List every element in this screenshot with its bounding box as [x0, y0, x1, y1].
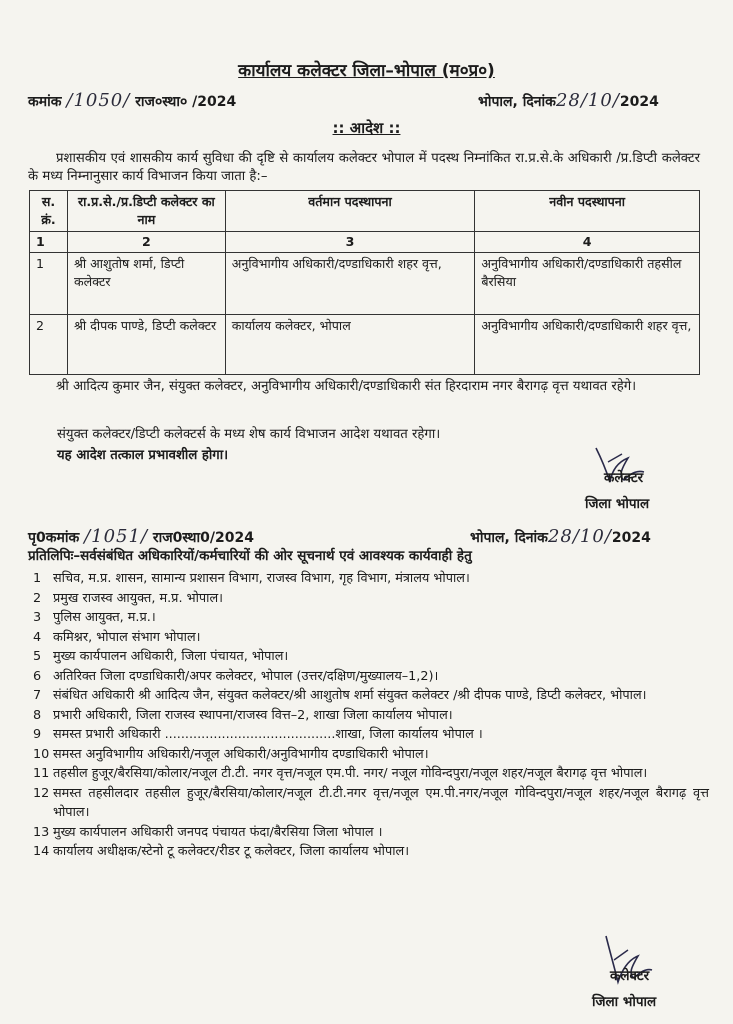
- list-item: 10 समस्त अनुविभागीय अधिकारी/नजूल अधिकारी/अनुविभागीय दण्डाधिकारी भोपाल।: [33, 746, 429, 762]
- copy-list: [33, 569, 709, 862]
- list-item: 11 तहसील हुजूर/बैरसिया/कोलार/नजूल टी.टी. नगर वृत्त/नजूल एम.पी. नगर/ नजूल गोविन्दपुरा/नजूल शहर/नजूल बैरागढ़ वृत्त भोपाल।: [33, 766, 648, 781]
- order-number: [28, 90, 236, 111]
- order-number-suffix: राज०स्था० /2024: [135, 94, 237, 110]
- order-heading: :: आदेश ::: [332, 119, 401, 137]
- intro-paragraph: प्रशासकीय एवं शासकीय कार्य सुविधा की दृष्टि से कार्यालय कलेक्टर भोपाल में पदस्थ निम्नांकित रा.प्र.से.के अधिकारी /प्र.डिप्टी कलेक्टर के मध्य निम्नानुसार कार्य विभाजन किया जाता है:–: [28, 151, 700, 184]
- list-item: 8 प्रभारी अधिकारी, जिला राजस्व स्थापना/राजस्व वित्त–2, शाखा जिला कार्यालय भोपाल।: [33, 707, 453, 723]
- note-1: श्री आदित्य कुमार जैन, संयुक्त कलेक्टर, अनुविभागीय अधिकारी/दण्डाधिकारी संत हिरदाराम नगर बैरागढ़ वृत्त यथावत रहेगे।: [56, 379, 637, 394]
- header-current-posting: वर्तमान पदस्थापना: [225, 191, 475, 232]
- copy-to-heading: प्रतिलिपिः–सर्वसंबंधित अधिकारियों/कर्मचारियों की ओर सूचनार्थ एवं आवश्यक कार्यवाही हेतु: [28, 548, 472, 564]
- row-new: अनुविभागीय अधिकारी/दण्डाधिकारी तहसील बैरसिया: [475, 253, 700, 315]
- row-current: अनुविभागीय अधिकारी/दण्डाधिकारी शहर वृत्त,: [225, 253, 475, 315]
- order-number-handwritten: /1050/: [66, 90, 131, 111]
- row-new: अनुविभागीय अधिकारी/दण्डाधिकारी शहर वृत्त,: [475, 315, 700, 375]
- row-sno: 1: [30, 253, 68, 315]
- col-num-4: 4: [475, 232, 700, 253]
- order-number-prefix: कमांक: [28, 94, 62, 110]
- list-item: 4 कमिश्नर, भोपाल संभाग भोपाल।: [33, 629, 201, 645]
- assignment-table: [29, 190, 700, 375]
- order-date-year: 2024: [619, 94, 659, 110]
- signature-designation: कलेक्टर: [604, 470, 644, 486]
- header-name: रा.प्र.से./प्र.डिप्टी कलेक्टर का नाम: [67, 191, 225, 232]
- header-new-posting: नवीन पदस्थापना: [475, 191, 700, 232]
- endorsement-date: [470, 526, 651, 547]
- endorsement-date-year: 2024: [611, 530, 651, 546]
- list-item: 12 समस्त तहसीलदार तहसील हुजूर/बैरसिया/कोलार/नजूल टी.टी.नगर वृत्त/नजूल एम.पी.नगर/नजूल गोविन्दपुरा/नजूल शहर/नजूल बैरागढ़ वृत्त भोपाल।: [33, 785, 709, 820]
- endorsement-number-handwritten: /1051/: [84, 526, 149, 547]
- list-item: 9 समस्त प्रभारी अधिकारी ..........................................शाखा, जिला कार्यालय भोपाल ।: [33, 727, 483, 742]
- col-num-3: 3: [225, 232, 475, 253]
- order-date-handwritten: 28/10/: [555, 90, 620, 111]
- list-item: 1 सचिव, म.प्र. शासन, सामान्य प्रशासन विभाग, राजस्व विभाग, गृह विभाग, मंत्रालय भोपाल।: [33, 571, 470, 586]
- endorsement-date-prefix: भोपाल, दिनांक: [470, 530, 548, 546]
- table-row: [30, 315, 700, 375]
- list-item: 5 मुख्य कार्यपालन अधिकारी, जिला पंचायत, भोपाल।: [33, 649, 289, 664]
- col-num-2: 2: [67, 232, 225, 253]
- col-num-1: 1: [30, 232, 68, 253]
- office-title: कार्यालय कलेक्टर जिला–भोपाल (म०प्र०): [238, 61, 495, 81]
- signature-designation: कलेक्टर: [610, 968, 650, 984]
- endorsement-date-handwritten: 28/10/: [547, 526, 612, 547]
- endorsement-number: [28, 526, 254, 547]
- list-item: 13 मुख्य कार्यपालन अधिकारी जनपद पंचायत फंदा/बैरसिया जिला भोपाल ।: [33, 824, 383, 840]
- list-item: 7 संबंधित अधिकारी श्री आदित्य जैन, संयुक्त कलेक्टर/श्री आशुतोष शर्मा संयुक्त कलेक्टर /श्री दीपक पाण्डे, डिप्टी कलेक्टर, भोपाल।: [33, 688, 647, 703]
- table-row: [30, 253, 700, 315]
- row-name: श्री आशुतोष शर्मा, डिप्टी कलेक्टर: [67, 253, 225, 315]
- signature-district: जिला भोपाल: [585, 496, 650, 512]
- note-2: संयुक्त कलेक्टर/डिप्टी कलेक्टर्स के मध्य शेष कार्य विभाजन आदेश यथावत रहेगा।: [57, 427, 441, 442]
- row-current: कार्यालय कलेक्टर, भोपाल: [225, 315, 475, 375]
- order-date-prefix: भोपाल, दिनांक: [478, 94, 556, 110]
- order-date: [478, 90, 659, 111]
- table-header-row: [30, 191, 700, 232]
- row-sno: 2: [30, 315, 68, 375]
- header-sno: स. क्रं.: [30, 191, 68, 232]
- list-item: 3 पुलिस आयुक्त, म.प्र.।: [33, 610, 156, 625]
- endorsement-number-suffix: राज0स्था0/2024: [152, 530, 254, 546]
- list-item: 14 कार्यालय अधीक्षक/स्टेनो टू कलेक्टर/रीडर टू कलेक्टर, जिला कार्यालय भोपाल।: [33, 844, 410, 859]
- note-3: यह आदेश तत्काल प्रभावशील होगा।: [57, 448, 229, 463]
- row-name: श्री दीपक पाण्डे, डिप्टी कलेक्टर: [67, 315, 225, 375]
- list-item: 6 अतिरिक्त जिला दण्डाधिकारी/अपर कलेक्टर, भोपाल (उत्तर/दक्षिण/मुख्यालय–1,2)।: [33, 668, 439, 684]
- endorsement-number-prefix: पृ0कमांक: [28, 530, 80, 546]
- list-item: 2 प्रमुख राजस्व आयुक्त, म.प्र. भोपाल।: [33, 590, 224, 606]
- table-number-row: [30, 232, 700, 253]
- signature-district: जिला भोपाल: [592, 994, 657, 1010]
